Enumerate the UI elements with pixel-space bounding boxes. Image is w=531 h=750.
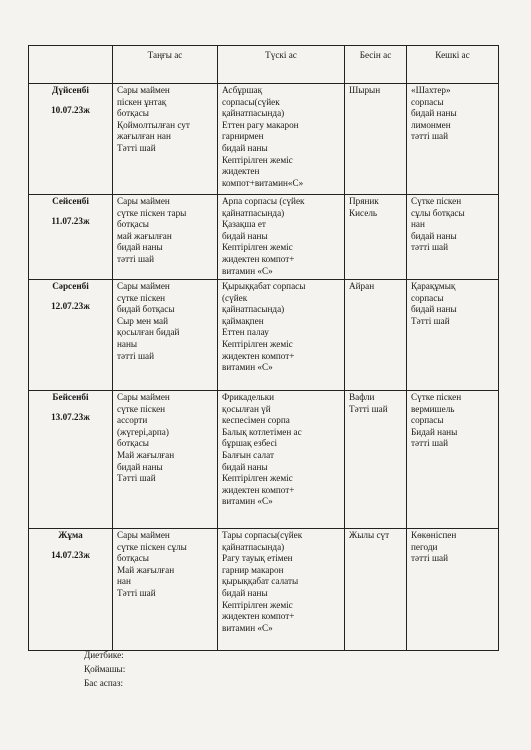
lunch-item: витамин «С» — [222, 265, 273, 276]
breakfast-item: наны — [117, 338, 138, 349]
table-row — [29, 280, 499, 391]
lunch-item: Еттен рагу макарон — [222, 119, 299, 130]
lunch-item: гарнирмен — [222, 131, 264, 142]
head-cook-label: Бас аспаз: — [84, 678, 124, 688]
lunch-item: Кептірілген жеміс — [222, 338, 293, 349]
breakfast-item: сүтке піскен — [117, 292, 166, 303]
breakfast-cell — [113, 280, 218, 391]
snack-item: Вафли — [349, 392, 375, 402]
weekly-menu-table — [28, 45, 499, 651]
dinner-item: Сүтке піскен — [411, 392, 462, 402]
snack-cell — [345, 84, 407, 195]
dinner-cell — [407, 195, 499, 280]
header-lunch: Түскі ас — [218, 46, 345, 84]
snack-item: Шырын — [349, 85, 381, 95]
lunch-item: бидай наны — [222, 587, 268, 598]
lunch-item: қайнатпасында) — [222, 207, 285, 218]
breakfast-item: Сары маймен — [117, 281, 170, 291]
breakfast-item: нан — [117, 576, 131, 587]
lunch-item: витамин «С» — [222, 622, 273, 633]
breakfast-item: бидай ботқасы — [117, 304, 175, 315]
breakfast-item: қосылған бидай — [117, 327, 180, 338]
breakfast-item: Май жағылған — [117, 449, 175, 460]
lunch-item: қайнатпасында) — [222, 304, 285, 315]
lunch-item: кеспесімен сорпа — [222, 415, 290, 426]
lunch-item: қайнатпасында) — [222, 541, 285, 552]
lunch-item: Балық котлетімен ас — [222, 426, 302, 437]
dinner-item: сорпасы — [411, 292, 444, 303]
dinner-item: тәтті шай — [411, 438, 449, 449]
breakfast-item: Тәтті шай — [117, 473, 156, 484]
breakfast-item: Тәтті шай — [117, 587, 156, 598]
dinner-item: лимонмен — [411, 119, 451, 130]
dinner-item: бидай наны — [411, 230, 457, 241]
dinner-item: тәтті шай — [411, 131, 449, 142]
lunch-item: қырыққабат салаты — [222, 576, 299, 587]
breakfast-item: Сары маймен — [117, 196, 170, 206]
breakfast-item: ботқасы — [117, 219, 149, 230]
breakfast-item: Сары маймен — [117, 392, 170, 402]
day-date: 13.07.23ж — [51, 411, 90, 422]
lunch-cell — [218, 195, 345, 280]
lunch-item: жидектен компот+ — [222, 253, 295, 264]
day-cell — [29, 195, 113, 280]
breakfast-item: ботқасы — [117, 553, 149, 564]
breakfast-item: сүтке піскен тары — [117, 207, 187, 218]
lunch-item: жидектен компот+ — [222, 611, 295, 622]
lunch-item: қаймақпен — [222, 315, 264, 326]
dinner-item: сорпасы — [411, 96, 444, 107]
lunch-item: Рагу тауық етімен — [222, 553, 293, 564]
storekeeper-label: Қоймашы: — [84, 664, 126, 674]
day-name: Сейсенбі — [52, 196, 89, 206]
lunch-item: Тары сорпасы(сүйек — [222, 530, 303, 540]
dinner-cell — [407, 84, 499, 195]
breakfast-cell — [113, 195, 218, 280]
lunch-item: бидай наны — [222, 142, 268, 153]
breakfast-item: май жағылған — [117, 230, 172, 241]
lunch-item: жидектен компот+ — [222, 484, 295, 495]
lunch-item: Кептірілген жеміс — [222, 242, 293, 253]
lunch-item: Арпа сорпасы (сүйек — [222, 196, 305, 206]
dinner-item: тәтті шай — [411, 553, 449, 564]
dinner-item: вермишель — [411, 403, 455, 414]
dinner-cell — [407, 280, 499, 391]
day-date: 12.07.23ж — [51, 300, 90, 311]
lunch-item: Балғын салат — [222, 449, 274, 460]
header-snack: Бесін ас — [345, 46, 407, 84]
dietitian-label: Диетбике: — [84, 650, 124, 660]
breakfast-item: ботқасы — [117, 108, 149, 119]
dinner-cell — [407, 391, 499, 529]
lunch-item: жидектен компот+ — [222, 350, 295, 361]
table-row — [29, 195, 499, 280]
dinner-item: сұлы ботқасы — [411, 207, 465, 218]
breakfast-cell — [113, 391, 218, 529]
dinner-item: пегоди — [411, 541, 438, 552]
lunch-item: компот+витамин«С» — [222, 177, 304, 188]
day-name: Жұма — [58, 530, 83, 540]
lunch-item: Фрикадельки — [222, 392, 275, 402]
snack-item: Пряник — [349, 196, 379, 206]
lunch-item: бұршақ езбесі — [222, 438, 278, 449]
snack-cell — [345, 529, 407, 651]
lunch-item: бидай наны — [222, 461, 268, 472]
dinner-item: Тәтті шай — [411, 315, 450, 326]
breakfast-item: жағылған нан — [117, 131, 171, 142]
lunch-item: жидектен — [222, 166, 260, 177]
breakfast-item: Сыр мен май — [117, 315, 169, 326]
dinner-item: Сүтке піскен — [411, 196, 462, 206]
day-date: 10.07.23ж — [51, 104, 90, 115]
table-row — [29, 529, 499, 651]
lunch-item: Қырыққабат сорпасы — [222, 281, 306, 291]
breakfast-item: ассорти — [117, 415, 148, 426]
lunch-cell — [218, 391, 345, 529]
header-row — [29, 46, 499, 84]
lunch-item: бидай наны — [222, 230, 268, 241]
breakfast-item: піскен ұнтақ — [117, 96, 167, 107]
header-breakfast: Таңғы ас — [113, 46, 218, 84]
lunch-item: Кептірілген жеміс — [222, 599, 293, 610]
day-cell — [29, 391, 113, 529]
dinner-item: Бидай наны — [411, 426, 458, 437]
table-row — [29, 391, 499, 529]
lunch-item: Асбұршақ — [222, 85, 263, 95]
snack-item: Кисель — [349, 207, 378, 218]
day-name: Сәрсенбі — [52, 281, 89, 291]
breakfast-item: сүтке піскен сұлы — [117, 541, 187, 552]
dinner-cell — [407, 529, 499, 651]
breakfast-item: ботқасы — [117, 438, 149, 449]
dinner-item: тәтті шай — [411, 242, 449, 253]
breakfast-item: тәтті шай — [117, 253, 155, 264]
table-row — [29, 84, 499, 195]
snack-item: Тәтті шай — [349, 403, 388, 414]
lunch-item: қосылған үй — [222, 403, 271, 414]
snack-cell — [345, 391, 407, 529]
lunch-item: (сүйек — [222, 292, 248, 303]
day-date: 14.07.23ж — [51, 549, 90, 560]
day-date: 11.07.23ж — [51, 215, 90, 226]
lunch-item: витамин «С» — [222, 362, 273, 373]
breakfast-item: сүтке піскен — [117, 403, 166, 414]
breakfast-cell — [113, 84, 218, 195]
dinner-item: Көкөніспен — [411, 530, 457, 540]
breakfast-item: тәтті шай — [117, 350, 155, 361]
lunch-item: гарнир макарон — [222, 564, 284, 575]
breakfast-item: бидай наны — [117, 242, 163, 253]
lunch-item: Қазақша ет — [222, 219, 266, 230]
lunch-cell — [218, 84, 345, 195]
day-cell — [29, 280, 113, 391]
dinner-item: Қарақұмық — [411, 281, 456, 291]
breakfast-item: (жүгері,арпа) — [117, 426, 169, 437]
breakfast-item: бидай наны — [117, 461, 163, 472]
dinner-item: сорпасы — [411, 415, 444, 426]
day-cell — [29, 84, 113, 195]
header-dinner: Кешкі ас — [407, 46, 499, 84]
breakfast-item: Сары маймен — [117, 85, 170, 95]
lunch-item: витамин «С» — [222, 496, 273, 507]
dinner-item: «Шахтер» — [411, 85, 451, 95]
dinner-item: нан — [411, 219, 425, 230]
breakfast-item: Тәтті шай — [117, 142, 156, 153]
breakfast-item: Сары маймен — [117, 530, 170, 540]
lunch-item: Еттен палау — [222, 327, 269, 338]
lunch-item: Кептірілген жеміс — [222, 473, 293, 484]
day-cell — [29, 529, 113, 651]
snack-item: Жылы сүт — [349, 530, 390, 540]
day-name: Дүйсенбі — [52, 85, 89, 95]
snack-cell — [345, 280, 407, 391]
lunch-cell — [218, 529, 345, 651]
snack-cell — [345, 195, 407, 280]
lunch-item: қайнатпасында) — [222, 108, 285, 119]
breakfast-item: Қоймолтылған сут — [117, 119, 190, 130]
lunch-item: Кептірілген жеміс — [222, 154, 293, 165]
breakfast-cell — [113, 529, 218, 651]
lunch-item: сорпасы(сүйек — [222, 96, 280, 107]
snack-item: Айран — [349, 281, 375, 291]
header-day — [29, 46, 113, 84]
dinner-item: бидай наны — [411, 108, 457, 119]
breakfast-item: Май жағылған — [117, 564, 175, 575]
lunch-cell — [218, 280, 345, 391]
signatures — [84, 648, 125, 690]
dinner-item: бидай наны — [411, 304, 457, 315]
day-name: Бейсенбі — [52, 392, 89, 402]
